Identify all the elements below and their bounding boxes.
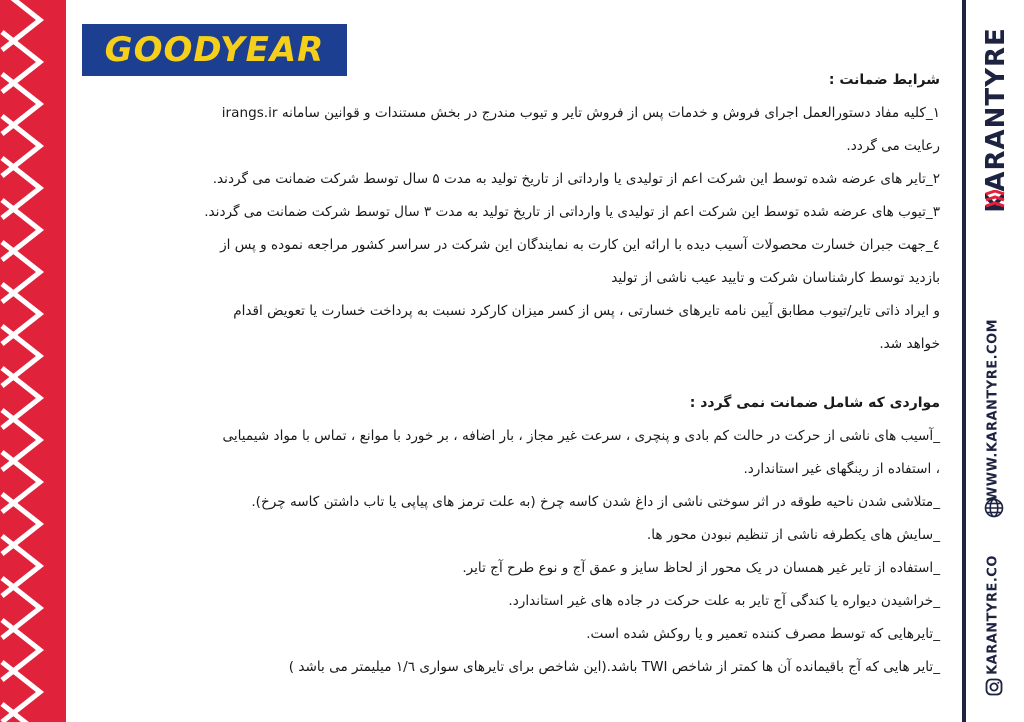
karantyre-logo: KARANTYRE (981, 27, 1011, 213)
exclusion-line: ، استفاده از رینگهای غیر استاندارد. (743, 461, 940, 477)
exclusion-line: _تایرهایی که توسط مصرف کننده تعمیر و یا روکش شده است. (586, 626, 940, 642)
exclusion-line: _آسیب های ناشی از حرکت در حالت کم بادی و پنچری ، سرعت غیر مجاز ، بار اضافه ، بر خورد با موانع ، تماس با مواد شیمیایی (222, 428, 940, 444)
goodyear-logo-text: GOODYEAR (104, 30, 325, 70)
exclusion-line: _خراشیدن دیواره یا کندگی آج تایر به علت حرکت در جاده های غیر استاندارد. (508, 593, 940, 609)
warranty-line: ۱_کلیه مفاد دستورالعمل اجرای فروش و خدمات پس از فروش تایر و تیوب مندرج در بخش مستندات و قوانین سامانه irangs.ir (221, 105, 940, 121)
exclusion-line: _استفاده از تایر غیر همسان در یک محور از لحاظ سایز و عمق آج و نوع طرح آج تایر. (462, 560, 940, 576)
warranty-line: و ایراد ذاتی تایر/تیوب مطابق آیین نامه تایرهای خسارتی ، پس از کسر میزان کارکرد نسبت به پرداخت خسارت یا تعویض اقدام (233, 303, 940, 319)
instagram-handle[interactable]: KARANTYRE.CO (985, 555, 1001, 675)
exclusions-heading: مواردی که شامل ضمانت نمی گردد : (689, 395, 940, 411)
section-gap (90, 361, 940, 387)
exclusion-line: _متلاشی شدن ناحیه طوقه در اثر سوختی ناشی از داغ شدن کاسه چرخ (به علت ترمز های پیاپی یا تاب داشتن کاسه چرخ). (251, 494, 940, 510)
globe-icon (984, 498, 1004, 518)
warranty-line: رعایت می گردد. (846, 138, 940, 154)
chevron-band (0, 0, 66, 722)
warranty-line: خواهد شد. (879, 336, 940, 352)
exclusion-line: _تایر هایی که آج باقیمانده آن ها کمتر از شاخص TWI باشد.(این شاخص برای تایرهای سواری ۱/٦ میلیمتر می باشد ) (288, 659, 940, 675)
warranty-line: ۳_تیوب های عرضه شده توسط این شرکت اعم از تولیدی یا وارداتی از تاریخ تولید به مدت ۳ سال توسط شرکت ضمانت می گردند. (204, 204, 940, 220)
karantyre-mark-icon (984, 190, 1006, 210)
exclusion-line: _سایش های یکطرفه ناشی از تنظیم نبودن محور ها. (646, 527, 940, 543)
chevron-pattern (0, 0, 66, 722)
side-divider (962, 0, 966, 722)
warranty-heading: شرایط ضمانت : (828, 72, 940, 88)
website-link[interactable]: WWW.KARANTYRE.COM (985, 318, 1001, 502)
warranty-line: ٤_جهت جبران خسارت محصولات آسیب دیده با ارائه این کارت به نمایندگان این شرکت در سراسر کشور مراجعه نموده و پس از (220, 237, 940, 253)
instagram-icon (985, 678, 1003, 696)
warranty-line: بازدید توسط کارشناسان شرکت و تایید عیب ناشی از تولید (611, 270, 940, 286)
warranty-document (90, 64, 940, 684)
warranty-line: ۲_تایر های عرضه شده توسط این شرکت اعم از تولیدی یا وارداتی از تاریخ تولید به مدت ۵ سال توسط شرکت ضمانت می گردند. (212, 171, 940, 187)
